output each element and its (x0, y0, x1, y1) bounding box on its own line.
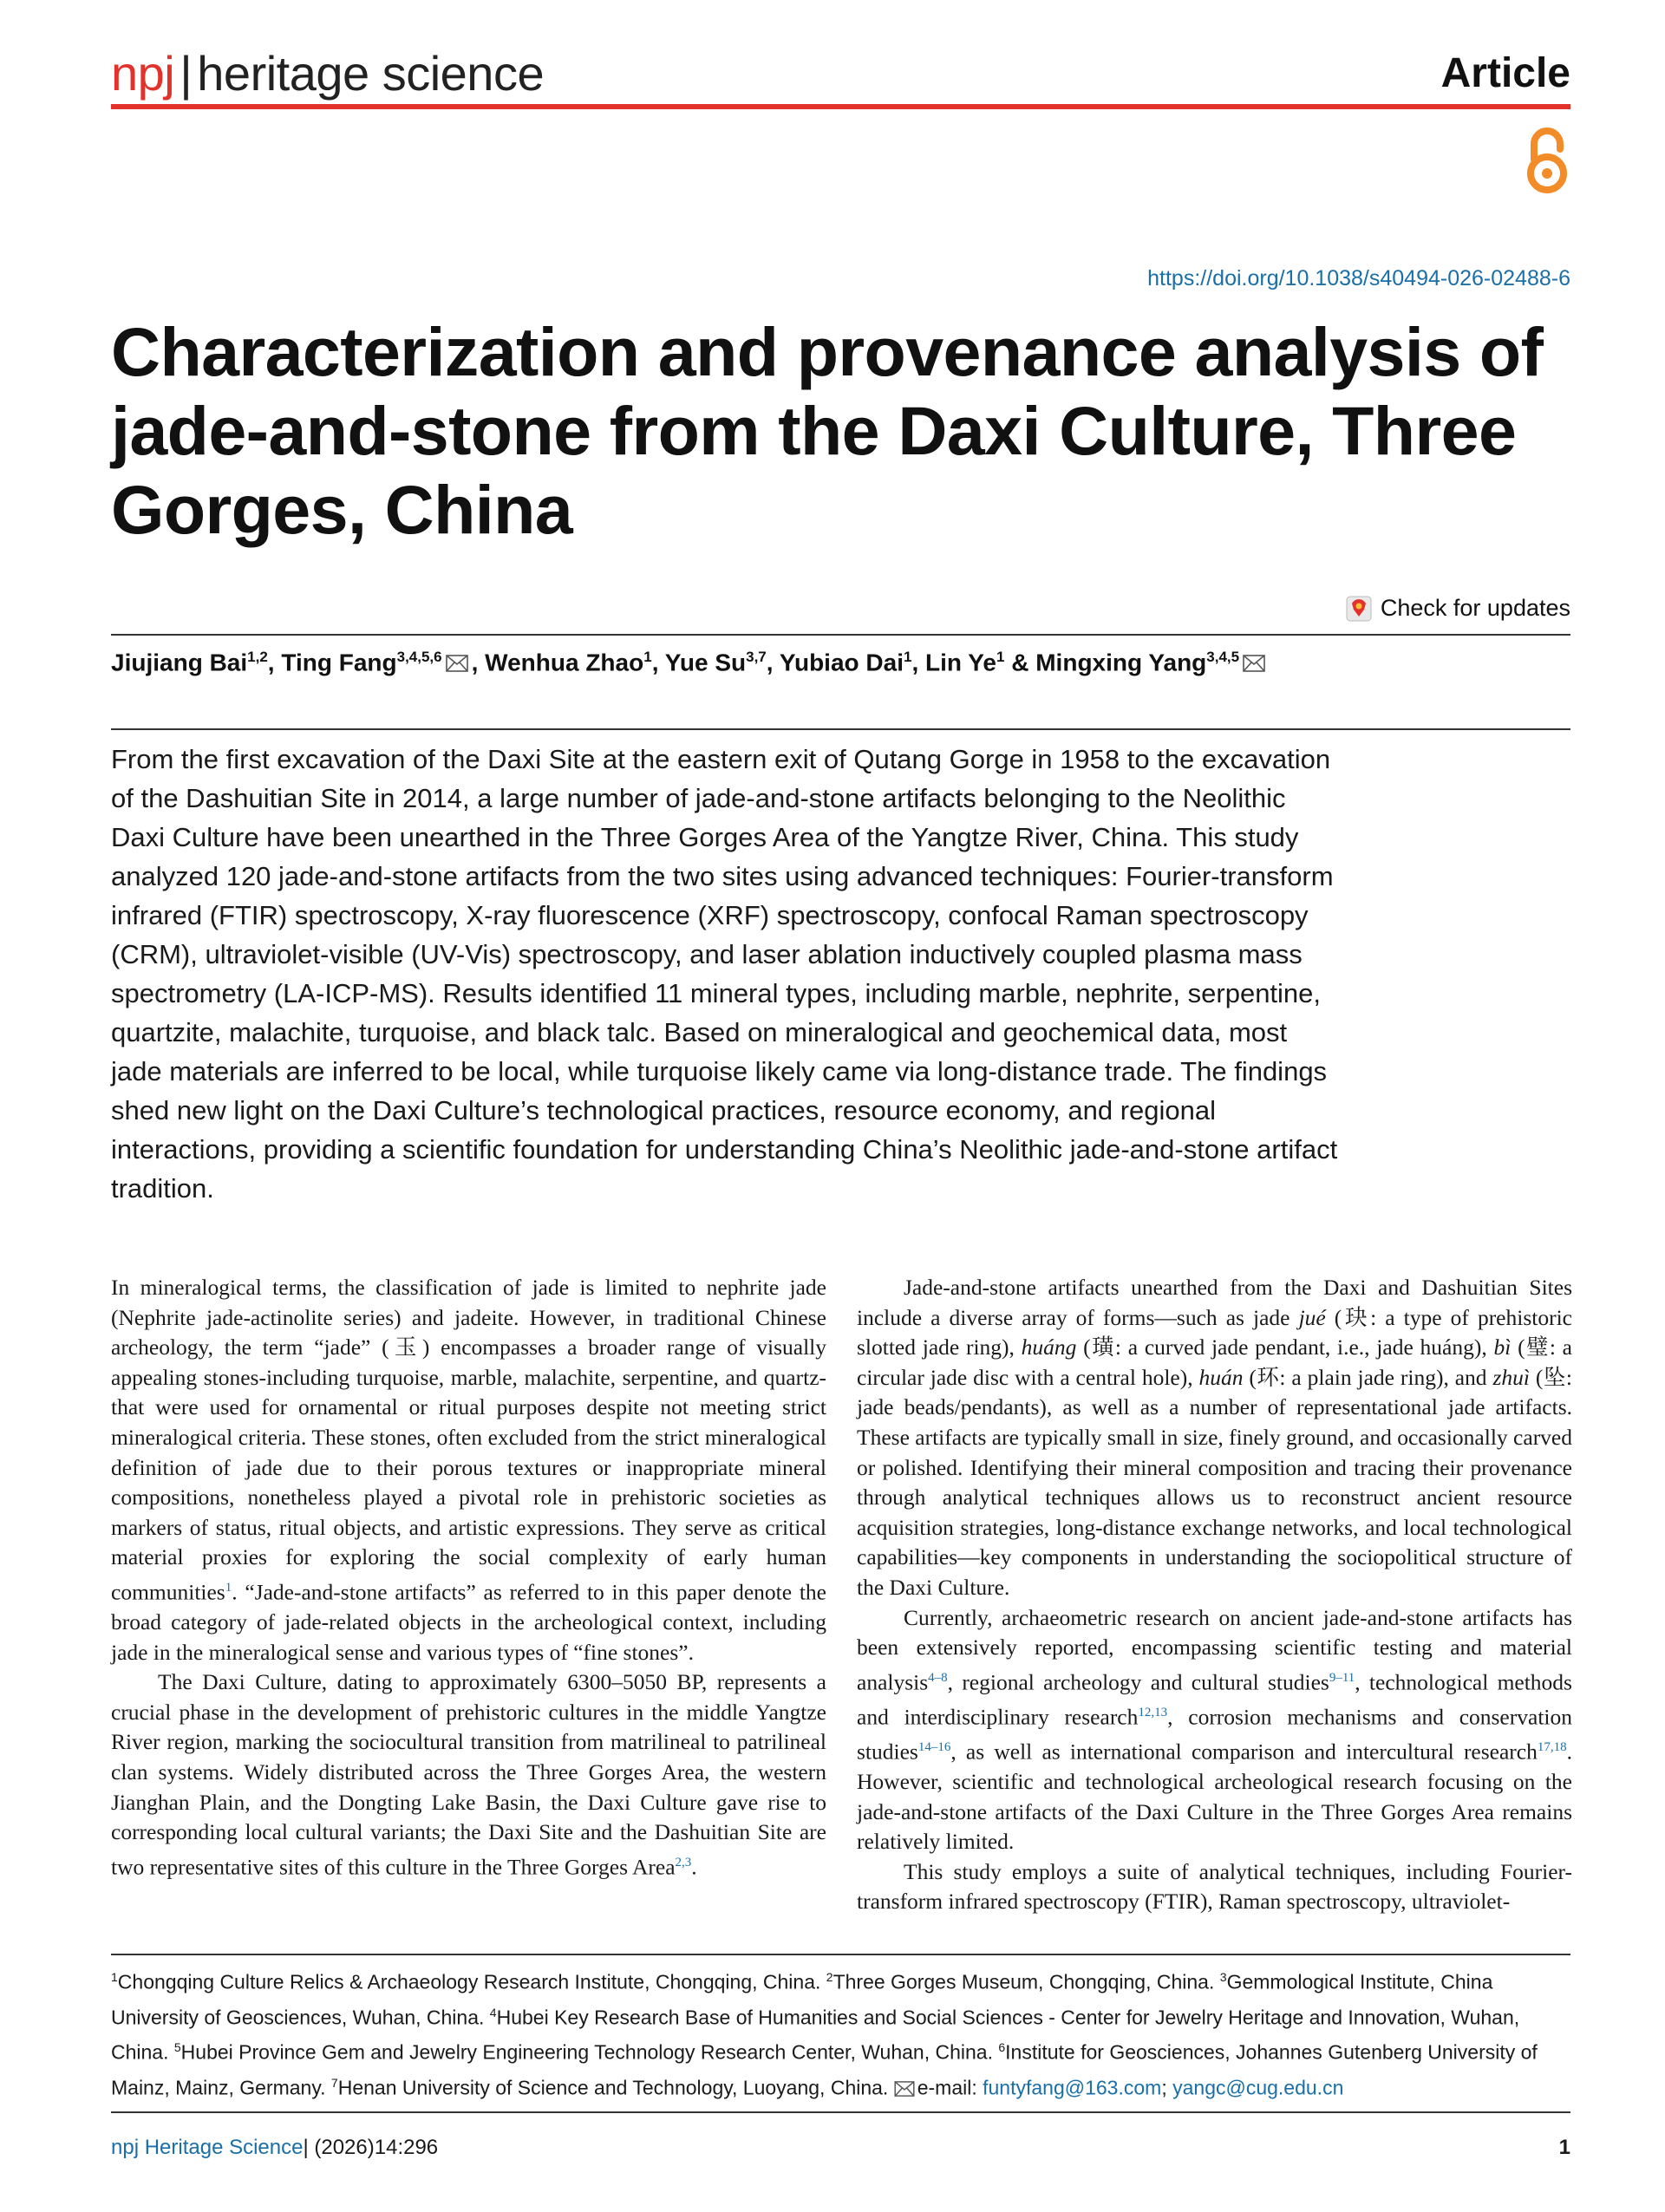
author-affiliation-ref: 1 (996, 649, 1005, 665)
citation-ref[interactable]: 9–11 (1329, 1670, 1355, 1685)
author-name[interactable]: Yue Su (664, 649, 747, 676)
email-separator: ; (1161, 2076, 1173, 2099)
citation-ref[interactable]: 1 (225, 1580, 232, 1595)
author-affiliation-ref: 3,4,5 (1206, 649, 1240, 665)
email-link[interactable]: yangc@cug.edu.cn (1172, 2076, 1344, 2099)
author-name[interactable]: Yubiao Dai (779, 649, 904, 676)
affiliation-number: 2 (826, 1970, 833, 1984)
body-paragraph (111, 1667, 826, 1882)
doi-link[interactable]: https://doi.org/10.1038/s40494-026-02488-6 (1147, 266, 1570, 290)
affiliation-text: Chongqing Culture Relics & Archaeology Research Institute, Chongqing, China. (117, 1970, 826, 1993)
author-name[interactable]: Jiujiang Bai (111, 649, 248, 676)
body-text: (璜: a curved jade pendant, i.e., jade huáng), (1076, 1334, 1494, 1360)
body-text: This study employs a suite of analytical techniques, including Fourier-transform infrared spectroscopy (FTIR), Raman spectroscopy, ultraviolet- (857, 1858, 1572, 1915)
affiliation-text: Three Gorges Museum, Chongqing, China. (832, 1970, 1220, 1993)
journal-logo[interactable] (111, 43, 544, 104)
author-separator: & (1004, 649, 1036, 676)
body-text: . “Jade-and-stone artifacts” as referred to in this paper denote the broad category of jade-related objects in the archeological context, including jade in the mineralogical sense and various types of “fine stones”. (111, 1579, 826, 1665)
author-affiliation-ref: 1,2 (247, 649, 268, 665)
abstract-text: From the first excavation of the Daxi Site at the eastern exit of Qutang Gorge in 1958 to the excavation of the Dashuitian Site in 2014, a large number of jade-and-stone artifacts belonging to the Neolithic Daxi Culture have been unearthed in the Three Gorges Area of the Yangtze River, China. This study analyzed 120 jade-and-stone artifacts from the two sites using advanced techniques: Fourier-transform infrared (FTIR) spectroscopy, X-ray fluorescence (XRF) spectroscopy, confocal Raman spectroscopy (CRM), ultraviolet-visible (UV-Vis) spectroscopy, and laser ablation inductively coupled plasma mass spectrometry (LA-ICP-MS). Results identified 11 mineral types, including marble, nephrite, serpentine, quartzite, malachite, turquoise, and black talc. Based on mineralogical and geochemical data, most jade materials are inferred to be local, while turquoise likely came via long-distance trade. The findings shed new light on the Daxi Culture’s technological practices, resource economy, and regional interactions, providing a scientific foundation for understanding China’s Neolithic jade-and-stone artifact tradition. (111, 744, 1338, 1204)
citation-ref[interactable]: 2,3 (675, 1855, 692, 1869)
email-icon[interactable] (894, 2081, 915, 2097)
journal-header (111, 43, 1570, 108)
author-separator: , (911, 649, 926, 676)
author-name[interactable]: Lin Ye (925, 649, 996, 676)
body-text: In mineralogical terms, the classification of jade is limited to nephrite jade (Nephrite jade-actinolite series) and jadeite. However, in traditional Chinese archeology, the term “jade” (玉) encompasses a broader range of visually appealing stones-including turquoise, marble, malachite, serpentine, and quartz-that were used for ornamental or ritual purposes despite not meeting strict mineralogical criteria. These stones, often excluded from the strict mineralogical definition of jade due to their porous textures or inappropriate mineral compositions, nonetheless played a pivotal role in prehistoric societies as markers of status, ritual objects, and artistic expressions. They serve as critical material proxies for exploring the social complexity of early human communities (111, 1275, 826, 1605)
email-icon[interactable] (1243, 655, 1265, 672)
body-text: The Daxi Culture, dating to approximately 6300–5050 BP, represents a crucial phase in the development of prehistoric cultures in the middle Yangtze River region, marking the sociocultural transition from matrilineal to patrilineal clan systems. Widely distributed across the Three Gorges Area, the western Jianghan Plain, and the Dongting Lake Basin, the Daxi Culture gave rise to corresponding local cultural variants; the Daxi Site and the Dashuitian Site are two representative sites of this culture in the Three Gorges Area (111, 1669, 826, 1880)
journal-logo-npj: npj (111, 46, 175, 101)
affiliation-number: 5 (173, 2040, 181, 2055)
journal-logo-separator: | (180, 46, 193, 101)
body-column-left (111, 1273, 826, 1882)
affiliation-number: 3 (1219, 1970, 1227, 1984)
body-text: , corrosion mechanisms and conservation studies (857, 1704, 1572, 1765)
email-link[interactable]: funtyfang@163.com (983, 2076, 1162, 2099)
body-text: (坠: jade beads/pendants), as well as a number of representational jade artifacts. These artifacts are typically small in size, finely ground, and occasionally carved or polished. Identifying their mineral composition and tracing their provenance through analytical techniques allows us to reconstruct ancient resource acquisition strategies, long-distance exchange networks, and local technological capabilities—key components in understanding the sociopolitical structure of the Daxi Culture. (857, 1364, 1572, 1600)
affiliation-number: 6 (998, 2040, 1006, 2055)
article-title: Characterization and provenance analysis of jade-and-stone from the Daxi Culture, Three Gorges, China (111, 313, 1544, 548)
body-text: (环: a plain jade ring), and (1243, 1364, 1493, 1390)
abstract-rule (111, 728, 1570, 730)
body-column-right (857, 1273, 1572, 1917)
body-text: . (691, 1854, 697, 1880)
body-text: , as well as international comparison and intercultural research (950, 1739, 1538, 1765)
email-label: e-mail: (917, 2076, 983, 2099)
affiliation-text: Henan University of Science and Technology, Luoyang, China. (337, 2076, 894, 2099)
author-name[interactable]: Wenhua Zhao (485, 649, 644, 676)
check-updates-icon (1346, 596, 1372, 622)
author-affiliation-ref: 1 (903, 649, 912, 665)
body-text: . However, scientific and technological archeological research focusing on the jade-and-stone artifacts of the Daxi Culture in the Three Gorges Area remains relatively limited. (857, 1739, 1572, 1855)
affiliation-number: 7 (330, 2075, 338, 2090)
body-italic-term: huáng (1021, 1334, 1077, 1360)
journal-logo-name: heritage science (197, 46, 545, 101)
author-name[interactable]: Ting Fang (281, 649, 397, 676)
author-affiliation-ref: 3,7 (746, 649, 767, 665)
footer-citation (111, 2136, 438, 2160)
footer-rule (111, 2111, 1570, 2113)
body-text: (璧: a circular jade disc with a central hole), (857, 1334, 1572, 1390)
author-separator: , (766, 649, 780, 676)
body-text: , regional archeology and cultural studies (947, 1669, 1329, 1695)
citation-ref[interactable]: 17,18 (1537, 1739, 1567, 1754)
body-paragraph (857, 1603, 1572, 1857)
header-rule (111, 104, 1570, 109)
author-affiliation-ref: 3,4,5,6 (396, 649, 442, 665)
author-affiliation-ref: 1 (643, 649, 652, 665)
body-paragraph (111, 1273, 826, 1667)
body-italic-term: huán (1198, 1364, 1244, 1390)
affiliation-number: 1 (111, 1970, 118, 1984)
body-text: , technological methods and interdisciplinary research (857, 1669, 1572, 1730)
body-text: (玦: a type of prehistoric slotted jade ring), (857, 1304, 1572, 1360)
footer-journal-name[interactable]: npj Heritage Science (111, 2136, 304, 2159)
page-number: 1 (1558, 2136, 1570, 2159)
article-type-label: Article (1440, 50, 1570, 96)
author-separator: , (471, 649, 486, 676)
body-text: Currently, archaeometric research on ancient jade-and-stone artifacts has been extensively reported, encompassing scientific testing and material analysis (857, 1604, 1572, 1695)
check-for-updates-label: Check for updates (1380, 595, 1570, 621)
affiliation-text: Institute for Geosciences, Johannes Gutenberg University of Mainz, Mainz, Germany. (111, 2040, 1538, 2099)
body-paragraph (857, 1273, 1572, 1603)
email-icon[interactable] (446, 655, 468, 672)
author-list (111, 642, 1570, 678)
author-separator: , (651, 649, 665, 676)
affiliation-number: 4 (489, 2005, 497, 2020)
footer-volume-info: | (2026)14:296 (303, 2136, 439, 2159)
body-paragraph (857, 1857, 1572, 1917)
affiliation-text: Gemmological Institute, China University of Geosciences, Wuhan, China. (111, 1970, 1493, 2029)
open-access-icon[interactable] (1524, 127, 1570, 194)
affiliation-text: Hubei Province Gem and Jewelry Engineering Technology Research Center, Wuhan, China. (180, 2040, 999, 2064)
author-separator: , (267, 649, 282, 676)
affiliations-text (111, 1962, 1577, 2104)
body-italic-term: jué (1298, 1304, 1326, 1330)
body-italic-term: zhuì (1492, 1364, 1530, 1390)
body-italic-term: bì (1493, 1334, 1512, 1360)
body-text: Jade-and-stone artifacts unearthed from the Daxi and Dashuitian Sites include a diverse array of forms—such as jade (857, 1275, 1572, 1330)
check-for-updates-button[interactable] (1346, 595, 1570, 622)
authors-rule (111, 634, 1570, 636)
citation-ref[interactable]: 4–8 (928, 1670, 948, 1685)
citation-ref[interactable]: 12,13 (1138, 1705, 1168, 1719)
author-name[interactable]: Mingxing Yang (1035, 649, 1207, 676)
affiliation-text: Hubei Key Research Base of Humanities and Social Sciences - Center for Jewelry Heritage and Innovation, Wuhan, China. (111, 2006, 1520, 2064)
affiliations-rule (111, 1954, 1570, 1955)
citation-ref[interactable]: 14–16 (917, 1739, 951, 1754)
